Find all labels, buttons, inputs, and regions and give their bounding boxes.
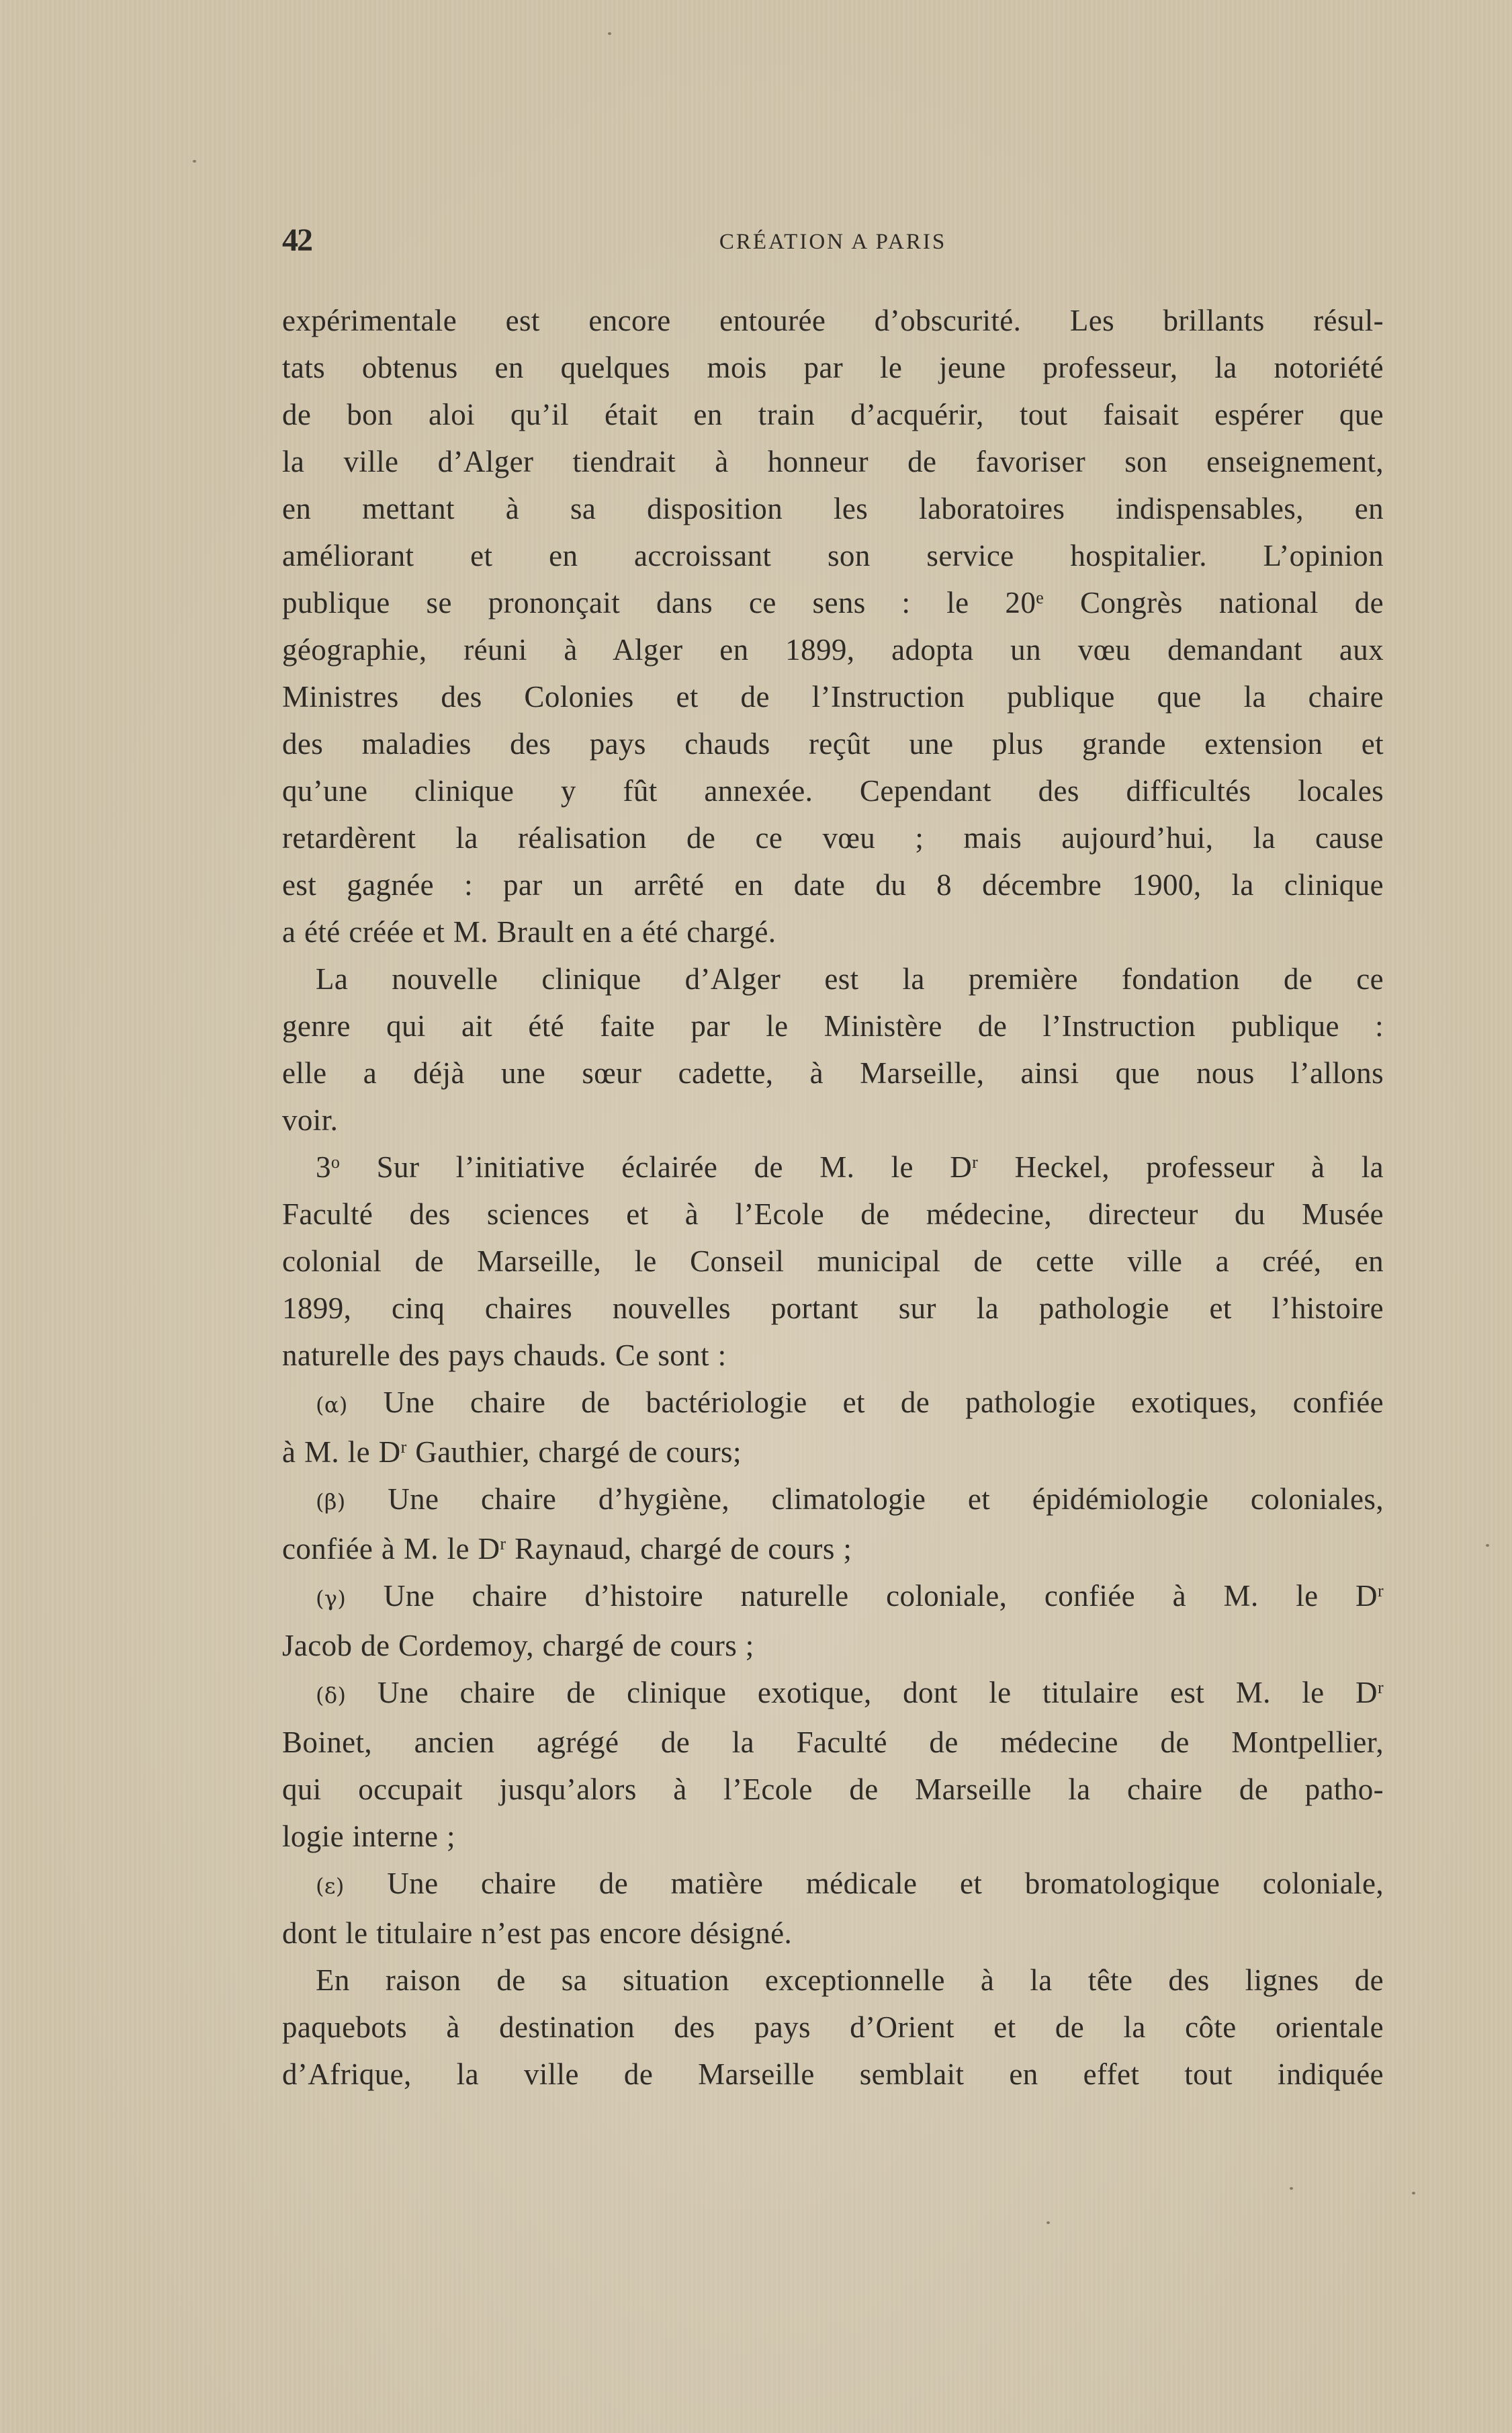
text-line: [282, 1285, 1384, 1332]
text-line: [282, 908, 1384, 955]
text-line: [282, 1050, 1384, 1097]
superscript: r: [1377, 1678, 1384, 1697]
text-line: [282, 1238, 1384, 1285]
superscript: r: [972, 1152, 979, 1172]
text-line: [282, 955, 1384, 1002]
text-run: Une chaire d’histoire naturelle coloniale, confiée à M. le D: [346, 1579, 1378, 1613]
text-run: expérimentale est encore entourée d’obscurité. Les brillants résul-: [282, 304, 1384, 337]
text-run: retardèrent la réalisation de ce vœu ; mais aujourd’hui, la cause: [282, 821, 1384, 855]
text-line: [282, 1428, 1384, 1476]
text-line: [282, 1476, 1384, 1525]
text-line: [282, 391, 1384, 438]
text-run: paquebots à destination des pays d’Orient et de la côte orientale: [282, 2010, 1384, 2044]
paragraph: [282, 1860, 1384, 1957]
text-line: [282, 1097, 1384, 1144]
text-line: [282, 814, 1384, 861]
text-line: [282, 1910, 1384, 1957]
body-text: [282, 297, 1384, 2098]
paper-speck: [608, 32, 611, 35]
superscript: e: [1036, 588, 1044, 607]
text-run: a été créée et M. Brault en a été chargé.: [282, 915, 776, 949]
text-run: voir.: [282, 1103, 339, 1137]
text-line: [282, 297, 1384, 344]
text-run: genre qui ait été faite par le Ministère de l’Instruction publique :: [282, 1009, 1384, 1043]
text-run: 3: [316, 1150, 331, 1184]
running-head: [282, 222, 1384, 262]
enumeration-label: (α): [316, 1392, 348, 1418]
text-run: Sur l’initiative éclairée de M. le D: [340, 1150, 973, 1184]
text-run: Boinet, ancien agrégé de la Faculté de médecine de Montpellier,: [282, 1725, 1384, 1759]
enumeration-label: (γ): [316, 1586, 347, 1611]
text-run: Heckel, professeur à la: [978, 1150, 1384, 1184]
text-run: tats obtenus en quelques mois par le jeune professeur, la notoriété: [282, 351, 1384, 384]
text-run: Une chaire de matière médicale et bromatologique coloniale,: [344, 1867, 1384, 1900]
text-line: [282, 1572, 1384, 1622]
text-line: [282, 579, 1384, 626]
paragraph: [282, 1572, 1384, 1669]
paragraph: [282, 297, 1384, 955]
text-line: [282, 344, 1384, 391]
text-run: publique se prononçait dans ce sens : le 20: [282, 586, 1036, 620]
text-run: est gagnée : par un arrêté en date du 8 décembre 1900, la clinique: [282, 868, 1384, 902]
text-line: [282, 1622, 1384, 1669]
paper-speck: [193, 160, 196, 163]
text-line: [282, 2051, 1384, 2098]
text-line: [282, 2004, 1384, 2051]
text-run: Jacob de Cordemoy, chargé de cours ;: [282, 1629, 754, 1662]
text-line: [282, 1719, 1384, 1766]
text-line: [282, 1379, 1384, 1428]
text-run: Raynaud, chargé de cours ;: [506, 1532, 852, 1566]
book-page: [282, 222, 1384, 2098]
text-line: [282, 1002, 1384, 1050]
text-line: [282, 532, 1384, 579]
paragraph: [282, 1476, 1384, 1572]
text-run: d’Afrique, la ville de Marseille semblait en effet tout indiquée: [282, 2057, 1384, 2091]
text-run: à M. le D: [282, 1435, 401, 1469]
text-run: confiée à M. le D: [282, 1532, 500, 1566]
text-run: de bon aloi qu’il était en train d’acquérir, tout faisait espérer que: [282, 398, 1384, 431]
text-run: en mettant à sa disposition les laboratoires indispensables, en: [282, 492, 1384, 525]
text-line: [282, 1860, 1384, 1910]
text-line: [282, 438, 1384, 485]
text-run: géographie, réuni à Alger en 1899, adopta un vœu demandant aux: [282, 633, 1384, 667]
text-run: améliorant et en accroissant son service hospitalier. L’opinion: [282, 539, 1384, 572]
text-run: naturelle des pays chauds. Ce sont :: [282, 1338, 727, 1372]
text-run: dont le titulaire n’est pas encore désigné.: [282, 1916, 793, 1950]
text-run: La nouvelle clinique d’Alger est la première fondation de ce: [316, 962, 1384, 996]
text-run: En raison de sa situation exceptionnelle à la tête des lignes de: [316, 1963, 1384, 1997]
text-run: des maladies des pays chauds reçût une plus grande extension et: [282, 727, 1384, 761]
enumeration-label: (δ): [316, 1682, 347, 1708]
paper-speck: [1047, 2221, 1050, 2224]
paragraph: [282, 1144, 1384, 1379]
text-run: la ville d’Alger tiendrait à honneur de favoriser son enseignement,: [282, 445, 1384, 478]
page-number: 42: [282, 222, 312, 258]
text-line: [282, 767, 1384, 814]
text-line: [282, 673, 1384, 720]
paper-speck: [1486, 1544, 1489, 1547]
text-run: Une chaire de bactériologie et de pathologie exotiques, confiée: [347, 1385, 1384, 1419]
superscript: r: [1377, 1581, 1384, 1600]
text-line: [282, 626, 1384, 673]
superscript: o: [330, 1152, 341, 1172]
text-line: [282, 1766, 1384, 1813]
text-run: qui occupait jusqu’alors à l’Ecole de Marseille la chaire de patho-: [282, 1773, 1384, 1806]
text-run: Faculté des sciences et à l’Ecole de médecine, directeur du Musée: [282, 1197, 1384, 1231]
text-run: Une chaire d’hygiène, climatologie et épidémiologie coloniales,: [345, 1482, 1384, 1516]
paragraph: [282, 955, 1384, 1144]
text-run: logie interne ;: [282, 1820, 455, 1853]
text-line: [282, 1525, 1384, 1572]
text-line: [282, 1144, 1384, 1191]
text-run: Gauthier, chargé de cours;: [406, 1435, 742, 1469]
text-run: elle a déjà une sœur cadette, à Marseille, ainsi que nous l’allons: [282, 1056, 1384, 1090]
text-line: [282, 1813, 1384, 1860]
enumeration-label: (β): [316, 1489, 346, 1514]
text-run: Une chaire de clinique exotique, dont le titulaire est M. le D: [346, 1676, 1378, 1709]
text-line: [282, 861, 1384, 908]
text-run: Ministres des Colonies et de l’Instruction publique que la chaire: [282, 680, 1384, 714]
superscript: r: [500, 1534, 506, 1553]
superscript: r: [400, 1437, 407, 1457]
text-line: [282, 1191, 1384, 1238]
paragraph: [282, 1957, 1384, 2098]
paragraph: [282, 1669, 1384, 1860]
text-line: [282, 485, 1384, 532]
paper-speck: [1290, 2187, 1293, 2190]
text-run: Congrès national de: [1044, 586, 1384, 620]
text-line: [282, 1957, 1384, 2004]
paper-speck: [1412, 2192, 1415, 2194]
text-run: colonial de Marseille, le Conseil municipal de cette ville a créé, en: [282, 1244, 1384, 1278]
paragraph: [282, 1379, 1384, 1476]
text-run: 1899, cinq chaires nouvelles portant sur la pathologie et l’histoire: [282, 1291, 1384, 1325]
text-line: [282, 1332, 1384, 1379]
running-title: CRÉATION A PARIS: [719, 230, 947, 254]
text-line: [282, 1669, 1384, 1719]
text-line: [282, 720, 1384, 767]
enumeration-label: (ε): [316, 1873, 345, 1899]
text-run: qu’une clinique y fût annexée. Cependant des difficultés locales: [282, 774, 1384, 808]
